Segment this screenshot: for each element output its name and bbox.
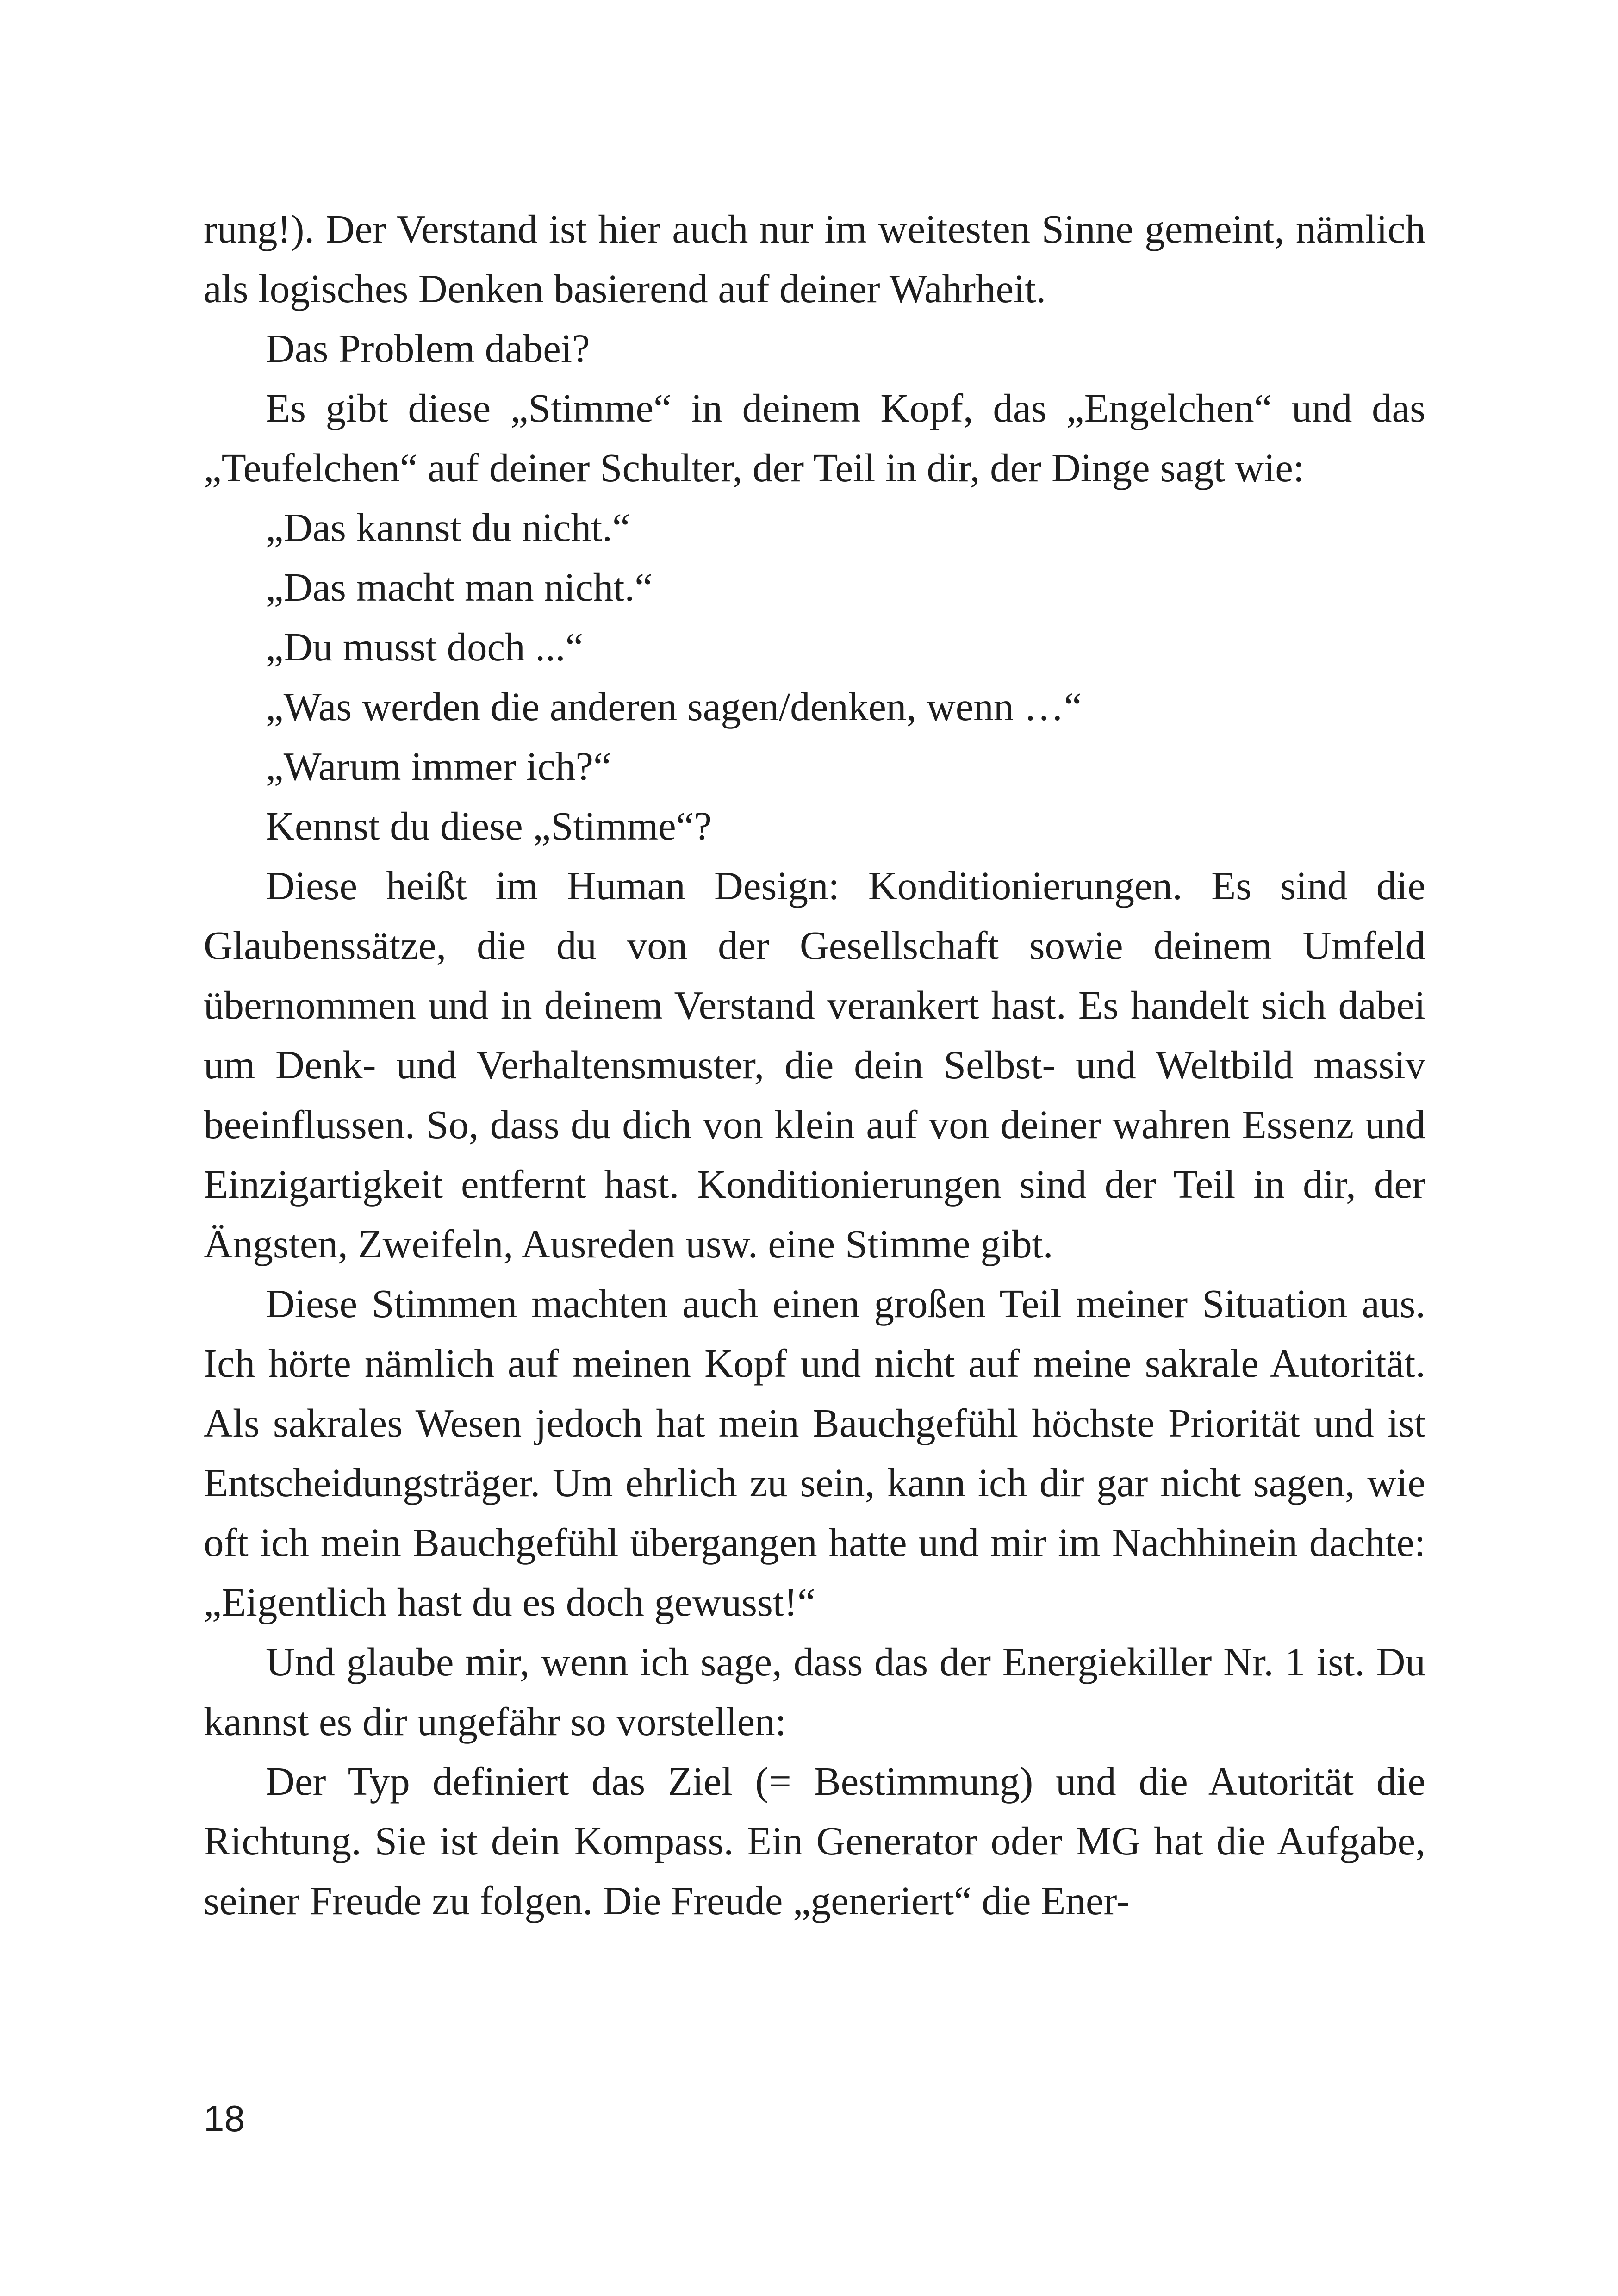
paragraph-conditioning: Diese heißt im Human Design: Konditionierungen. Es sind die Glaubenssätze, die du von der Gesellschaft sowie deinem Umfeld übernommen und in deinem Verstand verankert hast. Es handelt sich dabei um Denk- und Verhaltensmuster, die dein Selbst- und Weltbild massiv beeinflussen. So, dass du dich von klein auf von deiner wahren Essenz und Einzigartigkeit entfernt hast. Konditionierungen sind der Teil in dir, der Ängsten, Zweifeln, Ausreden usw. eine Stimme gibt. [204,863,1425,1266]
paragraph-problem-question: Das Problem dabei? [266,326,590,371]
paragraph-intro: rung!). Der Verstand ist hier auch nur im weitesten Sinne gemeint, nämlich als logisches Denken basierend auf deiner Wahrheit. [204,206,1425,311]
paragraph-energy-killer: Und glaube mir, wenn ich sage, dass das der Energiekiller Nr. 1 ist. Du kannst es dir ungefähr so vorstellen: [204,1639,1425,1744]
paragraph-voice: Es gibt diese „Stimme“ in deinem Kopf, das „Engelchen“ und das „Teufelchen“ auf deiner Schulter, der Teil in dir, der Dinge sagt wie: [204,386,1425,490]
body-text [204,199,1425,1930]
quote-line: „Warum immer ich?“ [266,744,611,789]
quote-line: „Das macht man nicht.“ [266,565,653,610]
page-number: 18 [204,2098,245,2139]
paragraph-know-voice: Kennst du diese „Stimme“? [266,803,712,848]
quote-line: „Du musst doch ...“ [266,624,584,669]
paragraph-situation: Diese Stimmen machten auch einen großen Teil meiner Situation aus. Ich hörte nämlich auf meinen Kopf und nicht auf meine sakrale Autorität. Als sakrales Wesen jedoch hat mein Bauchgefühl höchste Priorität und ist Entscheidungsträger. Um ehrlich zu sein, kann ich dir gar nicht sagen, wie oft ich mein Bauchgefühl übergangen hatte und mir im Nachhinein dachte: „Eigentlich hast du es doch gewusst!“ [204,1281,1425,1624]
quote-line: „Das kannst du nicht.“ [266,505,630,550]
quote-line: „Was werden die anderen sagen/denken, wenn …“ [266,684,1082,729]
paragraph-type-authority: Der Typ definiert das Ziel (= Bestimmung) und die Autorität die Richtung. Sie ist dein Kompass. Ein Generator oder MG hat die Aufgabe, seiner Freude zu folgen. Die Freude „generiert“ die Ener- [204,1759,1425,1923]
